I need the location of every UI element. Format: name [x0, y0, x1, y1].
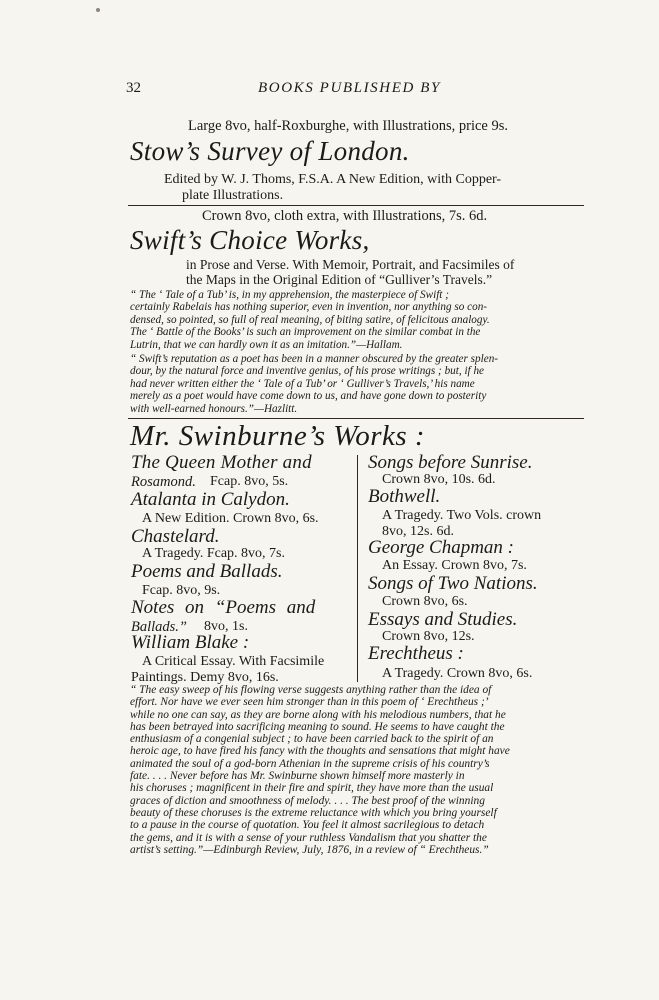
- queen-mother-title-cont: Rosamond.: [131, 474, 196, 490]
- chastelard-desc: A Tragedy. Fcap. 8vo, 7s.: [142, 546, 285, 561]
- hazlitt-quote-line: dour, by the natural force and inventive genius, of his prose writings ; but, if he: [130, 365, 485, 378]
- swift-format-line: Crown 8vo, cloth extra, with Illustrations, 7s. 6d.: [202, 208, 488, 224]
- hazlitt-quote-line: had never written either the ‘ Tale of a Tub’ or ‘ Gulliver’s Travels,’ his name: [130, 377, 475, 390]
- erechtheus-desc: A Tragedy. Crown 8vo, 6s.: [382, 666, 533, 681]
- review-quote-line: the gems, and it is with a sense of your ruthless Vandalism that you shatter the: [130, 831, 487, 844]
- hallam-quote-line: Lutrin, that we can hardly own it as an imitation.”—Hallam.: [130, 338, 403, 351]
- hallam-quote-line: “ The ‘ Tale of a Tub’ is, in my apprehension, the masterpiece of Swift ;: [130, 289, 449, 301]
- review-quote-line: has been betrayed into sacrificing meaning to sound. He seems to have caught the: [130, 720, 505, 733]
- review-quote-line: effort. Nor have we ever seen him stronger than in this poem of ‘ Erechtheus ;’: [130, 696, 489, 709]
- page-speck: [96, 8, 100, 12]
- review-quote-line: graces of diction and smoothness of melody. . . . The best proof of the winning: [130, 794, 485, 807]
- review-quote-line: to a pause in the course of quotation. You feel it almost sacrilegious to detach: [130, 819, 485, 832]
- songs-nations-title: Songs of Two Nations.: [368, 573, 538, 594]
- column-divider: [357, 455, 358, 682]
- songs-sunrise-title: Songs before Sunrise.: [368, 452, 533, 473]
- notes-price: 8vo, 1s.: [204, 619, 248, 634]
- page-number: 32: [126, 80, 141, 96]
- blake-title: William Blake :: [131, 632, 250, 653]
- swift-desc-line-1: in Prose and Verse. With Memoir, Portrait, and Facsimiles of: [186, 257, 515, 272]
- divider-rule-2: [128, 418, 584, 419]
- erechtheus-title: Erechtheus :: [368, 643, 464, 664]
- review-quote-line: artist’s setting.”—Edinburgh Review, July, 1876, in a review of “ Erechtheus.”: [130, 843, 489, 856]
- songs-nations-desc: Crown 8vo, 6s.: [382, 594, 468, 609]
- review-quote-line: “ The easy sweep of his flowing verse suggests anything rather than the idea of: [130, 684, 492, 696]
- stow-title: Stow’s Survey of London.: [130, 136, 410, 166]
- essays-title: Essays and Studies.: [368, 609, 518, 630]
- review-quote-line: enthusiasm of a congenial subject ; to have been carried back to the spirit of an: [130, 733, 494, 746]
- review-quote-line: fate. . . . Never before has Mr. Swinburne shown himself more masterly in: [130, 770, 465, 783]
- stow-edited-line-2: plate Illustrations.: [182, 188, 284, 203]
- poems-ballads-title: Poems and Ballads.: [131, 561, 283, 582]
- hallam-quote-line: densed, so pointed, so full of real meaning, of biting satire, of felicitous analogy.: [130, 313, 490, 326]
- hazlitt-quote: [130, 353, 498, 415]
- chastelard-title: Chastelard.: [131, 526, 220, 547]
- review-quote-line: animated the soul of a god-born Athenian in the supreme crisis of his country’s: [130, 757, 490, 770]
- hallam-quote-line: The ‘ Battle of the Books’ is such an improvement on the similar combat in the: [130, 326, 481, 339]
- hazlitt-quote-line: merely as a poet would have come down to us, and have gone down to posterity: [130, 390, 487, 403]
- bothwell-title: Bothwell.: [368, 486, 441, 507]
- hallam-quote-line: certainly Rabelais has nothing superior, even in invention, nor anything so con-: [130, 301, 488, 314]
- swift-title: Swift’s Choice Works,: [130, 225, 370, 255]
- notes-title: Notes on “Poems and: [131, 597, 316, 618]
- chapman-desc: An Essay. Crown 8vo, 7s.: [382, 558, 527, 573]
- queen-mother-title: The Queen Mother and: [131, 452, 312, 473]
- review-quote-line: his choruses ; magnificent in their fire and spirit, they have more than the usual: [130, 782, 494, 795]
- atalanta-title: Atalanta in Calydon.: [131, 489, 290, 510]
- chapman-title: George Chapman :: [368, 537, 514, 558]
- swift-desc-line-2: the Maps in the Original Edition of “Gulliver’s Travels.”: [186, 272, 493, 287]
- essays-desc: Crown 8vo, 12s.: [382, 629, 475, 644]
- blake-desc-2: Paintings. Demy 8vo, 16s.: [131, 670, 279, 685]
- blake-desc-1: A Critical Essay. With Facsimile: [142, 654, 325, 669]
- running-title: BOOKS PUBLISHED BY: [258, 80, 441, 96]
- atalanta-desc: A New Edition. Crown 8vo, 6s.: [142, 511, 319, 526]
- hallam-quote: [130, 289, 490, 351]
- bothwell-desc-2: 8vo, 12s. 6d.: [382, 524, 454, 539]
- hazlitt-quote-line: with well-earned honours.”—Hazlitt.: [130, 402, 298, 415]
- poems-ballads-desc: Fcap. 8vo, 9s.: [142, 583, 221, 598]
- notes-title-cont: Ballads.”: [131, 619, 187, 635]
- review-quote-line: heroic age, to have fired his fancy with the thoughts and sensations that might have: [130, 745, 510, 758]
- stow-format-line: Large 8vo, half-Roxburghe, with Illustrations, price 9s.: [188, 118, 509, 134]
- queen-mother-price: Fcap. 8vo, 5s.: [210, 474, 289, 489]
- stow-edited-line-1: Edited by W. J. Thoms, F.S.A. A New Edition, with Copper-: [164, 172, 502, 187]
- bothwell-desc-1: A Tragedy. Two Vols. crown: [382, 508, 542, 523]
- edinburgh-review-quote: [130, 684, 510, 856]
- review-quote-line: beauty of these choruses is the extreme reluctance with which you bring yourself: [130, 806, 497, 819]
- divider-rule-1: [128, 205, 584, 206]
- songs-sunrise-desc: Crown 8vo, 10s. 6d.: [382, 472, 496, 487]
- hazlitt-quote-line: “ Swift’s reputation as a poet has been in a manner obscured by the greater splen-: [130, 353, 499, 365]
- swinburne-heading: Mr. Swinburne’s Works :: [130, 420, 426, 452]
- review-quote-line: while no one can say, as they are borne along with his melodious numbers, that he: [130, 708, 506, 721]
